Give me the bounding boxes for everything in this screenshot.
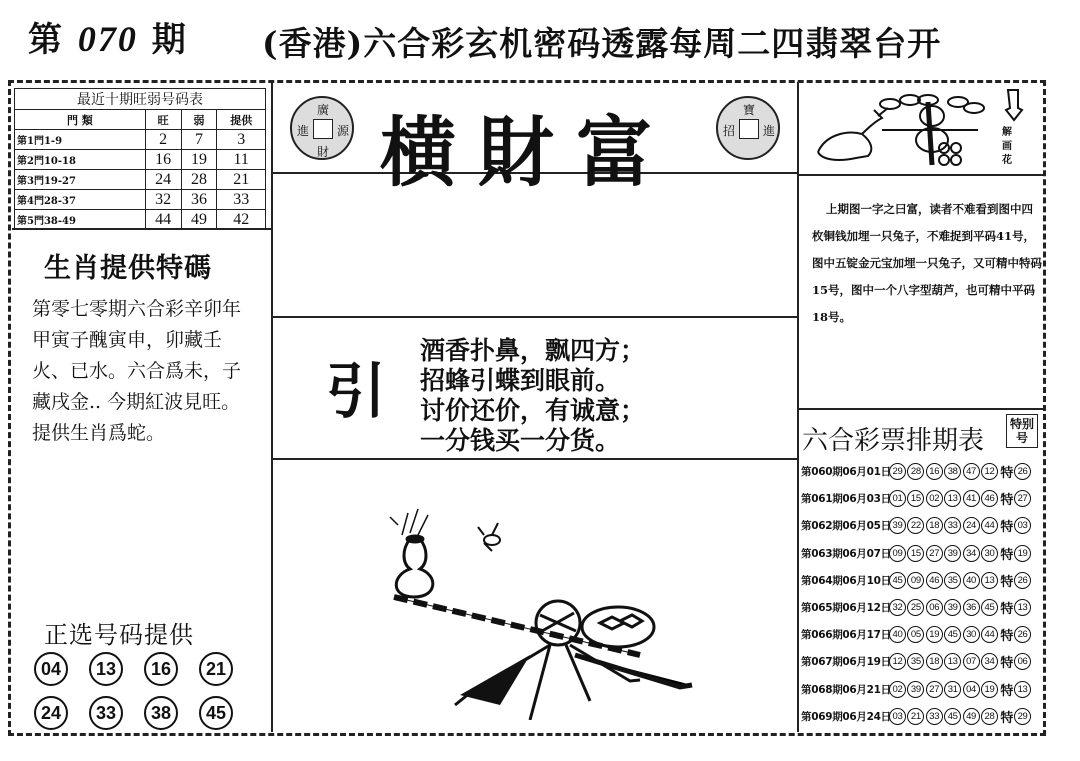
- cell: 44: [145, 210, 181, 230]
- cell: 21: [217, 170, 266, 190]
- row-label: 第2門10-18: [15, 150, 146, 170]
- column-header: 提供: [217, 110, 266, 130]
- draw-number: 09: [889, 545, 906, 562]
- divider-right-image: [798, 174, 1044, 176]
- table-row: [15, 210, 266, 230]
- special-number: 03: [1014, 517, 1031, 534]
- yin-character: 引: [326, 357, 386, 427]
- draw-number: 16: [926, 463, 943, 480]
- special-marker: 特: [1000, 466, 1014, 482]
- divider-right: [797, 82, 799, 732]
- draw-number: 31: [944, 681, 961, 698]
- coin-char: 廣: [317, 103, 330, 117]
- poem-line: 一分钱买一分货。: [420, 426, 621, 455]
- cell: 19: [181, 150, 217, 170]
- number-ball: 38: [144, 696, 178, 730]
- schedule-row: [801, 594, 1041, 621]
- special-number: 13: [1014, 681, 1031, 698]
- number-ball: 04: [34, 652, 68, 686]
- table-row: [15, 150, 266, 170]
- number-ball: 16: [144, 652, 178, 686]
- draw-number: 45: [889, 572, 906, 589]
- draw-number: 40: [963, 572, 980, 589]
- table-row: [15, 130, 266, 150]
- number-ball: 45: [199, 696, 233, 730]
- table-row: [15, 190, 266, 210]
- rabbit-coins-illustration: [808, 90, 998, 170]
- draw-label: 第068期06月21日: [801, 683, 891, 696]
- zodiac-text: 第零七零期六合彩辛卯年甲寅子醜寅申，卯藏壬火、已水。六合爲未，子藏戌金.. 今期紅波見旺。提供生肖爲蛇。: [32, 298, 242, 444]
- draw-number: 05: [907, 626, 924, 643]
- draw-number: 18: [926, 653, 943, 670]
- special-marker: 特: [1000, 520, 1014, 536]
- coin-char: 進: [297, 124, 310, 138]
- draw-number: 32: [889, 599, 906, 616]
- picks-title: 正选号码提供: [44, 621, 194, 649]
- special-number: 19: [1014, 545, 1031, 562]
- schedule-row: [801, 676, 1041, 703]
- special-number: 26: [1014, 463, 1031, 480]
- draw-number: 46: [926, 572, 943, 589]
- draw-label: 第061期06月03日: [801, 493, 891, 506]
- draw-number: 34: [963, 545, 980, 562]
- cell: 42: [217, 210, 266, 230]
- schedule-row: [801, 648, 1041, 675]
- draw-number: 45: [981, 599, 998, 616]
- draw-label: 第062期06月05日: [801, 520, 891, 533]
- draw-number: 46: [981, 490, 998, 507]
- special-number: 29: [1014, 708, 1031, 725]
- draw-label: 第066期06月17日: [801, 629, 891, 642]
- cell: 32: [145, 190, 181, 210]
- draw-number: 12: [889, 653, 906, 670]
- draw-number: 13: [944, 653, 961, 670]
- picks-grid: [34, 652, 254, 730]
- coin-char: 進: [763, 124, 776, 138]
- draw-number: 41: [963, 490, 980, 507]
- coin-char: 寶: [743, 103, 756, 117]
- draw-number: 18: [926, 517, 943, 534]
- draw-number: 28: [907, 463, 924, 480]
- draw-number: 35: [907, 653, 924, 670]
- divider-left: [271, 82, 273, 732]
- special-marker: 特: [1000, 710, 1014, 726]
- number-ball: 33: [89, 696, 123, 730]
- draw-number: 30: [981, 545, 998, 562]
- draw-number: 39: [944, 599, 961, 616]
- poem-line: 讨价还价，有诚意；: [420, 396, 646, 425]
- draw-number: 13: [944, 490, 961, 507]
- draw-number: 21: [907, 708, 924, 725]
- number-ball: 24: [34, 696, 68, 730]
- draw-number: 19: [926, 626, 943, 643]
- poem-line: 招蜂引蝶到眼前。: [420, 366, 621, 395]
- draw-number: 30: [963, 626, 980, 643]
- draw-number: 24: [963, 517, 980, 534]
- gourd-balance-illustration: [380, 505, 710, 720]
- poem-line: 酒香扑鼻，飘四方；: [420, 336, 646, 365]
- schedule-row: [801, 458, 1041, 485]
- page-title: 横財富: [380, 108, 674, 197]
- cell: 3: [217, 130, 266, 150]
- draw-label: 第064期06月10日: [801, 574, 891, 587]
- divider-right-schedule: [798, 408, 1044, 410]
- special-number: 13: [1014, 599, 1031, 616]
- headline: (香港)六合彩玄机密码透露每周二四翡翠台开: [262, 24, 942, 63]
- draw-number: 04: [963, 681, 980, 698]
- schedule-row: [801, 512, 1041, 539]
- draw-number: 22: [907, 517, 924, 534]
- draw-number: 28: [981, 708, 998, 725]
- draw-number: 29: [889, 463, 906, 480]
- cell: 36: [181, 190, 217, 210]
- draw-number: 09: [907, 572, 924, 589]
- schedule-row: [801, 540, 1041, 567]
- table-caption: 最近十期旺弱号码表: [15, 89, 266, 110]
- schedule-list: [801, 458, 1041, 730]
- column-header: 門 類: [15, 110, 146, 130]
- draw-number: 07: [963, 653, 980, 670]
- special-number: 26: [1014, 626, 1031, 643]
- draw-number: 38: [944, 463, 961, 480]
- schedule-row: [801, 703, 1041, 730]
- draw-number: 35: [944, 572, 961, 589]
- draw-label: 第065期06月12日: [801, 602, 891, 615]
- poem: [420, 336, 645, 456]
- coin-icon-left: [290, 96, 354, 160]
- draw-number: 39: [907, 681, 924, 698]
- special-marker: 特: [1000, 656, 1014, 672]
- draw-label: 第067期06月19日: [801, 656, 891, 669]
- row-label: 第4門28-37: [15, 190, 146, 210]
- draw-number: 15: [907, 490, 924, 507]
- hint-label: 解画花: [1002, 127, 1012, 166]
- divider-poem-top: [272, 316, 798, 318]
- draw-number: 01: [889, 490, 906, 507]
- special-number-label: 特别号: [1006, 414, 1038, 448]
- cell: 2: [145, 130, 181, 150]
- cell: 49: [181, 210, 217, 230]
- schedule-row: [801, 621, 1041, 648]
- special-number: 26: [1014, 572, 1031, 589]
- draw-number: 12: [981, 463, 998, 480]
- special-marker: 特: [1000, 602, 1014, 618]
- draw-number: 15: [907, 545, 924, 562]
- draw-number: 45: [944, 626, 961, 643]
- special-marker: 特: [1000, 574, 1014, 590]
- issue-suffix: 期: [151, 20, 188, 60]
- issue-number: 070: [77, 19, 138, 59]
- draw-number: 03: [889, 708, 906, 725]
- schedule-row: [801, 567, 1041, 594]
- cell: 16: [145, 150, 181, 170]
- draw-number: 33: [944, 517, 961, 534]
- row-label: 第1門1-9: [15, 130, 146, 150]
- row-label: 第5門38-49: [15, 210, 146, 230]
- draw-number: 49: [963, 708, 980, 725]
- special-marker: 特: [1000, 547, 1014, 563]
- draw-number: 27: [926, 681, 943, 698]
- special-number: 27: [1014, 490, 1031, 507]
- draw-number: 33: [926, 708, 943, 725]
- explanation-text: 上期图一字之曰富，读者不难看到图中四枚铜钱加埋一只兔子，不难捉到平码41号，图中五锭金元宝加埋一只兔子，又可精中特码15号，图中一个八字型葫芦，也可精中平码18号。: [812, 202, 1042, 324]
- draw-number: 40: [889, 626, 906, 643]
- special-marker: 特: [1000, 683, 1014, 699]
- draw-number: 47: [963, 463, 980, 480]
- special-marker: 特: [1000, 629, 1014, 645]
- cell: 33: [217, 190, 266, 210]
- draw-label: 第063期06月07日: [801, 547, 891, 560]
- draw-number: 02: [926, 490, 943, 507]
- special-number: 06: [1014, 653, 1031, 670]
- draw-number: 36: [963, 599, 980, 616]
- draw-number: 25: [907, 599, 924, 616]
- draw-number: 34: [981, 653, 998, 670]
- row-label: 第3門19-27: [15, 170, 146, 190]
- schedule-title: 六合彩票排期表: [802, 426, 985, 456]
- table-row: [15, 170, 266, 190]
- cell: 11: [217, 150, 266, 170]
- issue-label: [28, 12, 188, 61]
- issue-prefix: 第: [28, 20, 64, 60]
- number-ball: 13: [89, 652, 123, 686]
- cell: 24: [145, 170, 181, 190]
- pointing-hand-icon: [1004, 88, 1024, 122]
- coin-char: 招: [723, 124, 736, 138]
- draw-number: 44: [981, 626, 998, 643]
- cell: 7: [181, 130, 217, 150]
- draw-number: 06: [926, 599, 943, 616]
- special-marker: 特: [1000, 493, 1014, 509]
- zodiac-title: 生肖提供特碼: [44, 253, 212, 284]
- draw-label: 第069期06月24日: [801, 710, 891, 723]
- column-header: 旺: [145, 110, 181, 130]
- number-ball: 21: [199, 652, 233, 686]
- draw-number: 45: [944, 708, 961, 725]
- coin-char: 財: [317, 145, 330, 159]
- hot-cold-table: [14, 88, 266, 230]
- draw-number: 44: [981, 517, 998, 534]
- draw-number: 27: [926, 545, 943, 562]
- coin-char: 源: [337, 124, 350, 138]
- draw-number: 39: [889, 517, 906, 534]
- coin-icon-right: [716, 96, 780, 160]
- draw-number: 39: [944, 545, 961, 562]
- column-header: 弱: [181, 110, 217, 130]
- draw-number: 19: [981, 681, 998, 698]
- schedule-row: [801, 485, 1041, 512]
- draw-label: 第060期06月01日: [801, 466, 891, 479]
- divider-poem-bottom: [272, 458, 798, 460]
- cell: 28: [181, 170, 217, 190]
- draw-number: 13: [981, 572, 998, 589]
- draw-number: 02: [889, 681, 906, 698]
